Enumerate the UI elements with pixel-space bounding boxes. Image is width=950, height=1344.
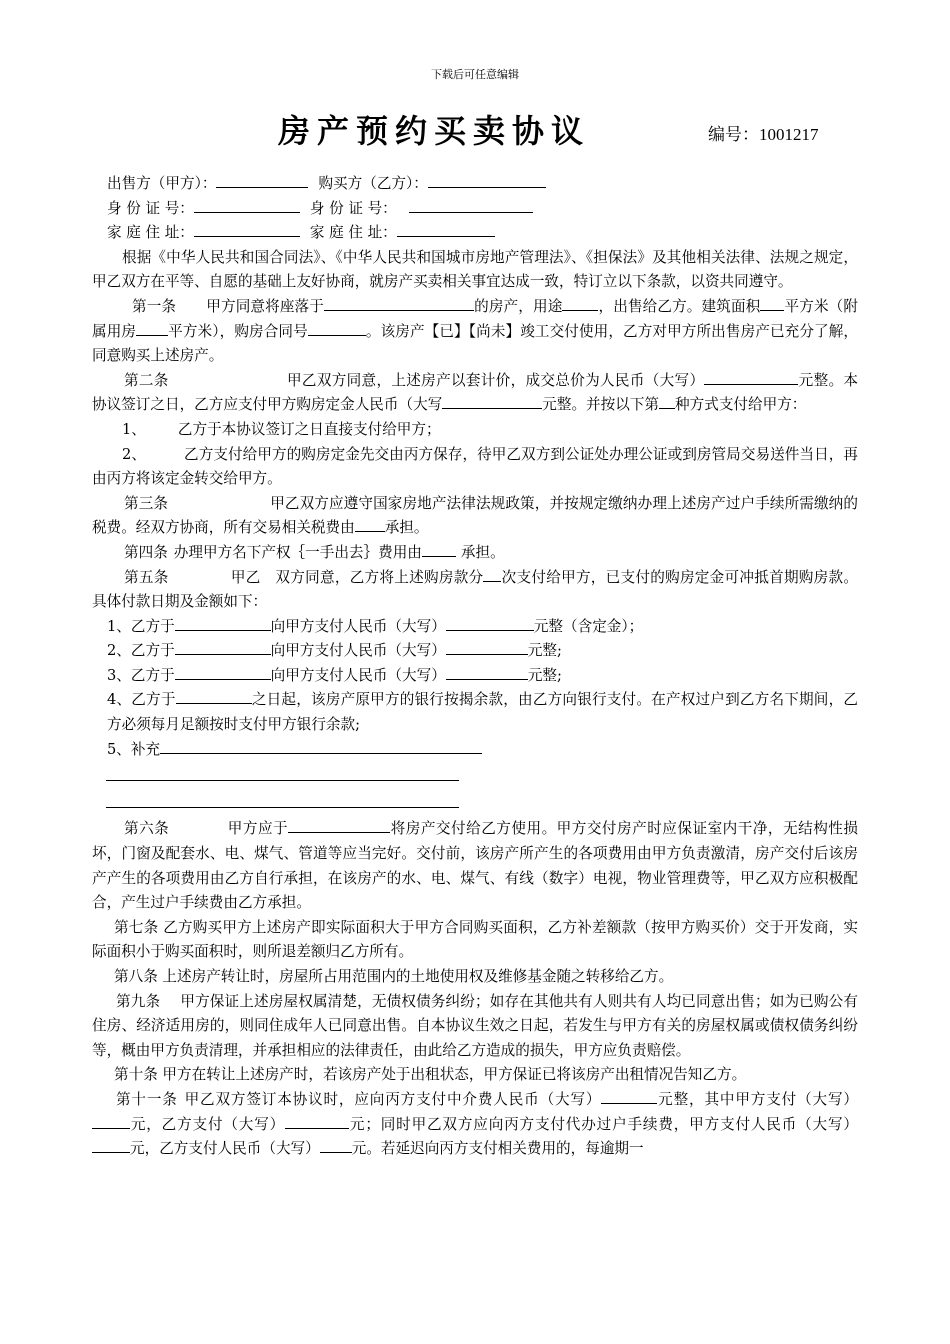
article-9-heading: 第九条 bbox=[116, 992, 161, 1010]
article-5: 第五条 甲乙 双方同意，乙方将上述购房款分 次支付给甲方，已支付的购房定金可冲抵首期购房款。具体付款日期及金额如下： bbox=[92, 566, 858, 615]
preamble: 根据《中华人民共和国合同法》、《中华人民共和国城市房地产管理法》、《担保法》及其他相关法律、法规之规定，甲乙双方在平等、自愿的基础上友好协商，就房产买卖相关事宜达成一致，特订立以下条款，以资共同遵守。 bbox=[92, 248, 858, 291]
party-line-ids bbox=[92, 197, 858, 222]
article-2-option-1: 1、 乙方于本协议签订之日直接支付给甲方； bbox=[122, 420, 441, 438]
article-4: 第四条 办理甲方名下产权｛一手出去｝费用由 承担。 bbox=[92, 541, 858, 566]
document-title: 房产预约买卖协议 bbox=[278, 112, 591, 150]
article-6: 第六条 甲方应于 将房产交付给乙方使用。甲方交付房产时应保证室内干净，无结构性损坏，门窗及配套水、电、煤气、管道等应当完好。交付前，该房产所产生的各项费用由甲方负责激清，房产交付后该房产产生的各项费用由乙方自行承担，在该房产的水、电、煤气、有线（数字）电视，物业管理费等，甲乙双方应积极配合，产生过户手续费由乙方承担。 bbox=[92, 817, 858, 915]
payment-item-5: 5、补充 bbox=[92, 738, 858, 763]
handover-date-blank bbox=[288, 817, 390, 833]
header-note: 下载后可任意编辑 bbox=[431, 68, 519, 81]
buyer-id-label: 身 份 证 号： bbox=[309, 199, 397, 217]
buyer-agency-share-blank bbox=[285, 1113, 349, 1129]
article-3: 第三条 甲乙双方应遵守国家房地产法律法规政策，并按规定缴纳办理上述房产过户手续所需缴纳的税费。经双方协商，所有交易相关税费由 承担。 bbox=[92, 494, 858, 537]
total-price-blank bbox=[704, 369, 798, 385]
article-5-heading: 第五条 bbox=[124, 568, 169, 586]
buyer-id-blank bbox=[409, 197, 533, 213]
party-line-names bbox=[92, 172, 858, 197]
payment-3-amount-blank bbox=[446, 664, 528, 680]
article-9: 第九条 甲方保证上述房屋权属清楚，无债权债务纠纷；如存在其他共有人则共有人均已同意出售；如为已购公有住房、经济适用房的，则同住成年人已同意出售。自本协议生效之日起，若发生与甲方有关的房屋权属或债权债务纠纷等，概由甲方负责清理，并承担相应的法律责任，由此给乙方造成的损失，甲方应负责赔偿。 bbox=[92, 992, 858, 1059]
buyer-addr-blank bbox=[397, 221, 495, 237]
annex-area-blank bbox=[136, 320, 168, 336]
article-2-option-2: 2、 乙方支付给甲方的购房定金先交由丙方保存，待甲乙双方到公证处办理公证或到房管局交易送件当日，再由丙方将该定金转交给甲方。 bbox=[92, 445, 858, 488]
article-7: 第七条 乙方购买甲方上述房产即实际面积大于甲方合同购买面积，乙方补差额款（按甲方购买价）交于开发商，实际面积小于购买面积时，则所退差额归乙方所有。 bbox=[92, 918, 858, 961]
seller-id-label: 身 份 证 号： bbox=[107, 199, 194, 217]
agency-fee-blank bbox=[601, 1088, 657, 1104]
contract-number-blank bbox=[308, 320, 366, 336]
payment-1-date-blank bbox=[175, 615, 271, 631]
payment-3-date-blank bbox=[175, 664, 271, 680]
doc-no-value: 1001217 bbox=[759, 125, 819, 144]
seller-id-blank bbox=[194, 197, 300, 213]
supplement-line-3 bbox=[92, 790, 858, 815]
article-8: 第八条 上述房产转让时，房屋所占用范围内的土地使用权及维修基金随之转移给乙方。 bbox=[114, 968, 674, 985]
payment-item-3: 3、乙方于 向甲方支付人民币（大写） 元整; bbox=[92, 664, 858, 689]
deposit-amount-blank bbox=[442, 393, 542, 409]
title-fee-payer-blank bbox=[422, 541, 456, 557]
supplement-blank bbox=[160, 738, 482, 754]
party-line-addresses bbox=[92, 221, 858, 246]
payment-1-amount-blank bbox=[446, 615, 534, 631]
article-11-heading: 第十一条 bbox=[116, 1090, 178, 1108]
payment-2-amount-blank bbox=[446, 639, 528, 655]
article-10: 第十条 甲方在转让上述房产时，若该房产处于出租状态，甲方保证已将该房产出租情况告知乙方。 bbox=[114, 1066, 747, 1084]
payment-2-date-blank bbox=[175, 639, 271, 655]
seller-name-blank bbox=[216, 172, 308, 188]
article-6-heading: 第六条 bbox=[124, 820, 170, 838]
property-location-blank bbox=[324, 295, 474, 311]
contract-body bbox=[92, 172, 858, 1162]
property-use-blank bbox=[562, 295, 598, 311]
article-1: 第一条 甲方同意将座落于 的房产，用途 ，出售给乙方。建筑面积 平方米（附属用房 平方米），购房合同号 。该房产【已】【尚未】竣工交付使用，乙方对甲方所出售房产已充分了解，同意购买上述房产。 bbox=[92, 295, 858, 369]
buyer-addr-label: 家 庭 住 址： bbox=[309, 224, 397, 242]
buyer-label: 购买方（乙方）： bbox=[318, 175, 428, 192]
installment-count-blank bbox=[483, 566, 501, 582]
payment-method-blank bbox=[659, 393, 675, 409]
article-4-heading: 第四条 bbox=[124, 543, 168, 561]
article-11: 第十一条 甲乙双方签订本协议时，应向丙方支付中介费人民币（大写） 元整，其中甲方支付（大写）元，乙方支付（大写） 元；同时甲乙双方应向丙方支付代办过户手续费，甲方支付人民币（大写）元，乙方支付人民币（大写） 元。若延迟向丙方支付相关费用的，每逾期一 bbox=[92, 1088, 858, 1162]
payment-item-4: 4、乙方于 之日起，该房产原甲方的银行按揭余款，由乙方向银行支付。在产权过户到乙方名下期间，乙方必须每月足额按时支付甲方银行余款; bbox=[92, 688, 858, 737]
payment-item-1: 1、乙方于 向甲方支付人民币（大写） 元整（含定金）； bbox=[92, 615, 858, 640]
seller-transfer-fee-blank bbox=[92, 1137, 130, 1153]
buyer-name-blank bbox=[428, 172, 546, 188]
article-1-heading: 第一条 bbox=[132, 297, 177, 315]
seller-label: 出售方（甲方）： bbox=[107, 175, 217, 192]
article-2-heading: 第二条 bbox=[124, 371, 169, 389]
seller-addr-blank bbox=[194, 221, 300, 237]
payment-item-2: 2、乙方于 向甲方支付人民币（大写） 元整; bbox=[92, 639, 858, 664]
supplement-line-2 bbox=[92, 762, 858, 787]
seller-agency-share-blank bbox=[92, 1113, 130, 1129]
article-2: 第二条 甲乙双方同意，上述房产以套计价，成交总价为人民币（大写） 元整。本协议签订之日，乙方应支付甲方购房定金人民币（大写 元整。并按以下第 种方式支付给甲方： bbox=[92, 369, 858, 418]
document-number bbox=[708, 120, 819, 145]
doc-no-label: 编号： bbox=[708, 125, 759, 144]
payment-4-date-blank bbox=[176, 688, 252, 704]
tax-payer-blank bbox=[355, 516, 385, 532]
buyer-transfer-fee-blank bbox=[320, 1137, 352, 1153]
seller-addr-label: 家 庭 住 址： bbox=[107, 224, 194, 242]
article-3-heading: 第三条 bbox=[124, 494, 169, 512]
floor-area-blank bbox=[760, 295, 784, 311]
